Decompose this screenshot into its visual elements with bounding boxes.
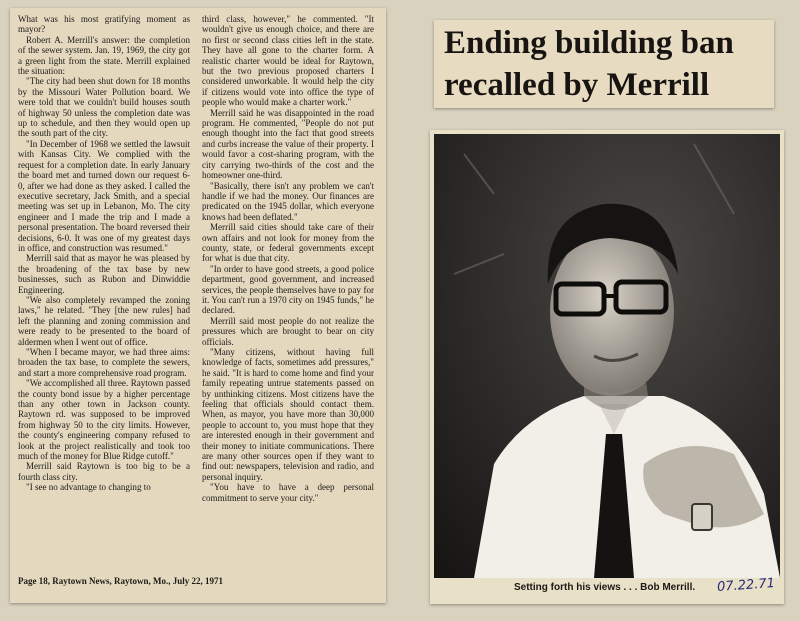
paragraph: Merrill said cities should take care of their own affairs and not look for money from the county, state, or federal governments except for what is due that city. (202, 222, 374, 264)
paragraph: "We also completely revamped the zoning laws," he related. "They [the new rules] had left the planning and zoning commission and were ready to be presented to the board of aldermen when I went out of office. (18, 294, 190, 347)
paragraph: Merrill said he was disappointed in the road program. He commented, "People do not put enough thought into the fact that good streets and curbs increase the value of their property. I would favor a cost-sharing program, with the city carrying two-thirds of the cost and the homeowner one-third. (202, 107, 374, 181)
paragraph: "I see no advantage to changing to (26, 482, 151, 493)
headline: Ending building ban recalled by Merrill (444, 25, 734, 103)
portrait-photo (434, 134, 780, 578)
paragraph: "The city had been shut down for 18 months by the Missouri Water Pollution board. We were told that we couldn't build houses south of highway 50 unless the completion date was up to schedule, and then they would open up the south part of the city. (18, 76, 190, 139)
article-text-clipping (10, 8, 386, 603)
article-column-2 (202, 14, 374, 503)
paragraph: "In order to have good streets, a good police department, good government, and increased services, the people themselves have to pay for it. You can't run a 1970 city on 1945 funds," he declared. (202, 263, 374, 316)
paragraph: third class, however," he commented. "It wouldn't give us enough choice, and there are no first or second class cities left in the state. They have all gone to the charter form. A realistic charter would be ideal for Raytown, but the two previous proposed charters I considered unworkable. It would help the city if citizens would vote into office the type of people who would make a charter work." (202, 14, 374, 108)
paragraph: "In December of 1968 we settled the lawsuit with Kansas City. We complied with the request for a completion date. In early January the board met and turned down our request 6-0, after we had done as they asked. I called the executive secretary, Jack Smith, and a special meeting was set up in Lebanon, Mo. The city engineer and I made the trip and I made a personal presentation. The board reversed their decisions, 6-0. It was one of my greatest days in office, and construction was resumed." (18, 138, 190, 253)
paragraph: "Basically, there isn't any problem we can't handle if we had the money. Our finances are predicated on the 1945 dollar, which everyone knows had been deflated." (202, 180, 374, 222)
paragraph: "We accomplished all three. Raytown passed the county bond issue by a higher percentage than any other town in Jackson county. Raytown rd. was supposed to be improved from highway 50 to the city limits. However, the county's engineering company refused to look at the project realistically and took too much of the money for Blue Ridge cutoff." (18, 378, 190, 462)
paragraph: Merrill said Raytown is too big to be a fourth class city. (18, 461, 190, 482)
paragraph: Robert A. Merrill's answer: the completion of the sewer system. Jan. 19, 1969, the city got a green light from the state. Merrill explained the situation: (18, 34, 190, 77)
handwritten-date: 07.22.71 (716, 575, 776, 596)
photo-caption: Setting forth his views . . . Bob Merrill. (514, 582, 696, 593)
paragraph: Merrill said most people do not realize the pressures which are brought to bear on city officials. (202, 315, 374, 347)
paragraph: "You have to have a deep personal commitment to serve your city." (202, 482, 374, 503)
paragraph: What was his most gratifying moment as mayor? (18, 14, 190, 35)
paragraph: "When I became mayor, we had three aims: broaden the tax base, to complete the sewers, and start a more comprehensive road program. (18, 347, 190, 378)
photo-clipping (430, 130, 784, 604)
paragraph: Merrill said that as mayor he was pleased by the broadening of the tax base by new businesses, such as Rubon and Dinwiddie Engineering. (18, 253, 190, 295)
portrait-illustration (434, 134, 780, 578)
headline-clipping (434, 20, 774, 108)
page-footer: Page 18, Raytown News, Raytown, Mo., July 22, 1971 (18, 576, 223, 586)
article-column-1 (18, 14, 190, 493)
paragraph: "Many citizens, without having full knowledge of facts, sometimes add pressures," he said. "It is hard to come home and find your family repeating untrue statements passed on by unthinking citizens. Most citizens have the feeling that officials should contact them. When, as mayor, you have more than 30,000 people to account to, you must hope that they are interested enough in their government and their money to initiate communications. There are many other sources open if they want to find out: newspapers, television and radio, and personal inquiry. (202, 347, 374, 482)
